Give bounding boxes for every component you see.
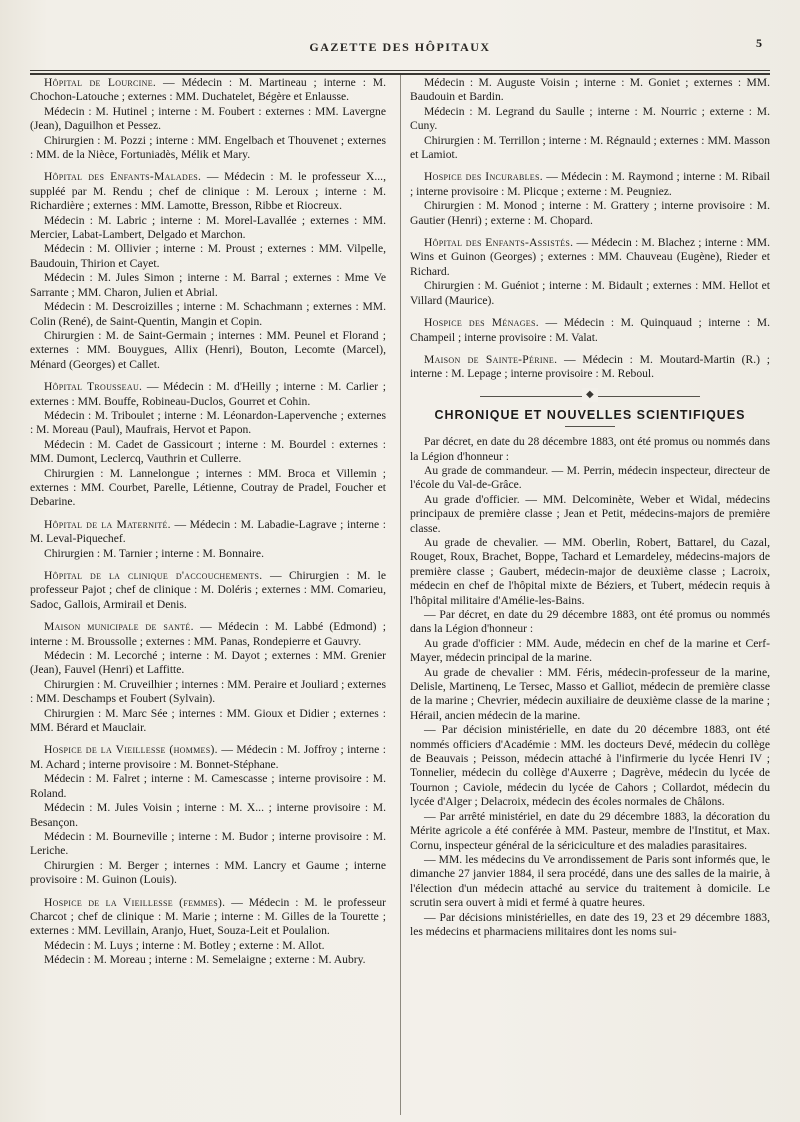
service-paragraph <box>30 134 386 163</box>
paragraph-text: Médecin : M. Hutinel ; interne : M. Foubert : externes : MM. Lavergne (Jean), Daguilhon et Pessez. <box>30 104 386 133</box>
paragraph-text: — Chirurgien : M. le professeur Pajot ; chef de clinique : M. Doléris ; externes : MM. Comarieu, Sadoc, Gallois, Armirail et Denis. <box>30 569 386 611</box>
service-paragraph <box>30 547 386 561</box>
paragraph-text: — Médecin : M. Joffroy ; interne : M. Achard ; interne provisoire : M. Bonnet-Stéphane. <box>30 743 387 771</box>
service-paragraph <box>410 236 770 279</box>
hospital-section <box>30 743 386 887</box>
service-paragraph <box>30 438 386 467</box>
service-paragraph <box>30 518 386 547</box>
section-title: Hôpital des Enfants-Assistés. <box>424 236 574 250</box>
service-paragraph <box>30 214 386 243</box>
section-title: Hospice des Ménages. <box>424 316 539 330</box>
left-column <box>30 76 386 968</box>
hospital-section <box>30 620 386 735</box>
paragraph-text: Médecin : M. Lecorché ; interne : M. Dayot ; externes : MM. Grenier (Jean), Fauvel (Henri) et Laffitte. <box>30 649 386 677</box>
paragraph-text: Médecin : M. Jules Simon ; interne : M. Barral ; externes : Mme Ve Sarrante ; MM. Charon, Julien et Abrial. <box>30 271 386 299</box>
service-paragraph <box>410 316 770 345</box>
service-paragraph <box>30 801 386 830</box>
service-paragraph <box>410 105 770 134</box>
service-paragraph <box>30 939 386 953</box>
page-header <box>20 22 780 72</box>
service-paragraph <box>30 380 386 409</box>
section-title: Hospice de la Vieillesse (hommes). <box>44 743 218 757</box>
paragraph-text: — Médecin : M. Raymond ; interne : M. Ribail ; interne provisoire : M. Plicque ; externe : M. Peugniez. <box>410 170 770 198</box>
paragraph-text: Chirurgien : M. Cruveilhier ; internes : MM. Peraire et Jouliard ; externes : MM. Deschamps et Foubert (Sylvain). <box>30 677 386 706</box>
section-title: Maison municipale de santé. <box>44 620 194 634</box>
right-column <box>410 76 770 939</box>
chronique-paragraph: — Par décret, en date du 29 décembre 1883, ont été promus ou nommés dans la Légion d'honneur : <box>410 608 770 636</box>
section-title: Hospice des Incurables. <box>424 170 543 184</box>
page-number: 5 <box>756 36 762 50</box>
service-paragraph <box>30 953 386 967</box>
chronique-paragraph: Au grade de chevalier. — MM. Oberlin, Robert, Battarel, du Cazal, Rouget, Roux, Brachet, Boppe, Tachard et Lemardeley, médecins-majors de première classe ; Gaubert, médecin-major de deuxième classe ; Lacroix, médecin en chef de l'hôpital mixte de Béziers, et Tubert, médecin requis à l'hôpital militaire d'Amélie-les-Bains. <box>410 535 770 607</box>
hospital-section <box>410 170 770 228</box>
paragraph-text: Médecin : M. Cadet de Gassicourt ; interne : M. Bourdel : externes : MM. Dumont, Leclercq, Vauthrin et Cullerre. <box>30 437 386 466</box>
paragraph-text: Chirurgien : M. Monod ; interne : M. Grattery ; interne provisoire : M. Gautier (Henri) ; externe : M. Chopard. <box>410 199 770 227</box>
page-title: GAZETTE DES HÔPITAUX <box>309 40 491 54</box>
paragraph-text: Médecin : M. Auguste Voisin ; interne : M. Goniet ; externes : MM. Baudouin et Bardin. <box>410 76 770 104</box>
paragraph-text: Médecin : M. Moreau ; interne : M. Semelaigne ; externe : M. Aubry. <box>44 953 366 967</box>
service-paragraph <box>30 242 386 271</box>
chronique-heading: CHRONIQUE ET NOUVELLES SCIENTIFIQUES <box>434 407 746 422</box>
paragraph-text: Médecin : M. Jules Voisin ; interne : M. X... ; interne provisoire : M. Besançon. <box>30 801 386 829</box>
paragraph-text: Chirurgien : M. Lannelongue ; internes : MM. Broca et Villemin ; externes : MM. Courbet, Parelle, Létienne, Coutray de Pradel, Foucher et Debarine. <box>30 466 386 509</box>
service-paragraph <box>30 678 386 707</box>
paragraph-text: Chirurgien : M. Terrillon ; interne : M. Régnauld ; externes : MM. Masson et Lamiot. <box>410 133 770 162</box>
chronique-paragraph: — Par décision ministérielle, en date du 20 décembre 1883, ont été nommés officiers d'Académie : MM. les docteurs Devé, médecin du collège de Beauvais ; Peisson, médecin attaché à l'infirmerie du lycée Henri IV ; Tonnelier, médecin du collège d'Auxerre ; Dagrève, médecin du lycée de Tournon ; Caviole, médecin du lycée de Cahors ; Collardot, médecin du lycée d'Alger ; Delacroix, médecin des écoles normales de Châlons. <box>410 723 770 809</box>
section-title: Hôpital de la clinique d'accouchements. <box>44 569 263 582</box>
hospital-section <box>410 76 770 162</box>
chronique-paragraph: Au grade de commandeur. — M. Perrin, médecin inspecteur, directeur de l'école du Val-de-Grâce. <box>410 463 770 492</box>
hospital-section <box>410 353 770 382</box>
paragraph-text: Chirurgien : M. Guéniot ; interne : M. Bidault ; externes : MM. Hellot et Villard (Maurice). <box>410 279 770 307</box>
chronique-paragraph: — MM. les médecins du Ve arrondissement de Paris sont informés que, le dimanche 27 janvier 1884, il sera procédé, dans une des salles de la mairie, à l'élection d'un médecin attaché au service du traitement à domicile. Le scrutin sera ouvert à midi et fermé à quatre heures. <box>410 852 770 910</box>
paragraph-text: — Médecin : M. Moutard-Martin (R.) ; interne : M. Lepage ; interne provisoire : M. Reboul. <box>410 352 770 381</box>
service-paragraph <box>30 300 386 329</box>
hospital-section <box>30 896 386 968</box>
hospital-section <box>30 170 386 372</box>
paragraph-text: — Médecin : M. d'Heilly ; interne : M. Carlier ; externes : MM. Bouffe, Robineau-Duclos, Gourret et Cohin. <box>30 380 386 408</box>
column-divider <box>400 75 401 1115</box>
service-paragraph <box>30 707 386 736</box>
service-paragraph <box>30 772 386 801</box>
paragraph-text: — Médecin : M. le professeur X..., suppléé par M. Rendu ; chef de clinique : M. Leroux ; interne : M. Richardière ; externes : MM. Lamotte, Bresson, Ribbe et Riocreux. <box>30 170 386 213</box>
section-title: Maison de Sainte-Périne. <box>424 352 558 366</box>
service-paragraph <box>410 76 770 105</box>
paragraph-text: — Médecin : M. Labbé (Edmond) ; interne : M. Broussolle ; externes : MM. Panas, Rondepierre et Gauvry. <box>30 620 386 648</box>
paragraph-text: — Médecin : M. Quinquaud ; interne : M. Champeil ; interne provisoire : M. Valat. <box>410 316 771 344</box>
service-paragraph <box>30 170 386 213</box>
hospital-section <box>30 518 386 561</box>
service-paragraph <box>30 743 386 772</box>
paragraph-text: Médecin : M. Falret ; interne : M. Camescasse ; interne provisoire : M. Roland. <box>30 772 386 800</box>
hospital-section <box>30 76 386 162</box>
paragraph-text: Chirurgien : M. Tarnier ; interne : M. Bonnaire. <box>44 546 264 560</box>
service-paragraph <box>30 271 386 300</box>
hospital-section <box>30 569 386 612</box>
section-title: Hospice de la Vieillesse (femmes). <box>44 895 226 909</box>
paragraph-text: — Médecin : M. Labadie-Lagrave ; interne : M. Leval-Piquechef. <box>30 517 386 546</box>
chronique-paragraph: Par décret, en date du 28 décembre 1883, ont été promus ou nommés dans la Légion d'honneur : <box>410 435 770 463</box>
paragraph-text: Médecin : M. Descroizilles ; interne : M. Schachmann ; externes : MM. Colin (René), de Saint-Quentin, Mangin et Copin. <box>30 300 386 328</box>
hospital-section <box>410 316 770 345</box>
paragraph-text: Chirurgien : M. Pozzi ; interne : MM. Engelbach et Thouvenet ; externes : MM. de la Nièce, Fortuniadès, Mélik et Mary. <box>30 133 386 162</box>
service-paragraph <box>410 279 770 308</box>
section-title: Hôpital Trousseau. <box>44 380 143 394</box>
service-paragraph <box>30 569 386 612</box>
service-paragraph <box>30 409 386 438</box>
paragraph-text: Chirurgien : M. Marc Sée ; internes : MM. Gioux et Didier ; externes : MM. Bérard et Mauclair. <box>30 706 386 735</box>
service-paragraph <box>30 859 386 888</box>
chronique-paragraph: Au grade de chevalier : MM. Féris, médecin-professeur de la marine, Delisle, Martinenq, Le Tersec, Masso et Galliot, médecin de première classe de la marine ; Chevrier, médecin auxiliaire de deuxième classe de la marine ; Hérail, ancien médecin de la marine. <box>410 665 770 722</box>
paragraph-text: Chirurgien : M. de Saint-Germain ; internes : MM. Peunel et Florand ; externes : MM. Bouygues, Allix (Henri), Bouton, Lecomte (Marcel), Ménard (Georges) et Callet. <box>30 328 386 371</box>
paragraph-text: Médecin : M. Triboulet ; interne : M. Léonardon-Lapervenche ; externes : M. Moreau (Paul), Maufrais, Hervot et Papon. <box>30 408 386 437</box>
service-paragraph <box>410 170 770 199</box>
service-paragraph <box>30 105 386 134</box>
paragraph-text: — Médecin : M. Blachez ; interne : MM. Wins et Guinon (Georges) ; externes : MM. Chauveau (Eugène), Rieder et Richard. <box>410 236 770 278</box>
paragraph-text: Médecin : M. Labric ; interne : M. Morel-Lavallée ; externes : MM. Mercier, Labat-Lambert, Delgado et Marchon. <box>30 213 386 242</box>
chronique-paragraph: Au grade d'officier. — MM. Delcominète, Weber et Widal, médecins principaux de première classe ; Jean et Petit, médecins-majors de première classe. <box>410 492 770 535</box>
service-paragraph <box>30 830 386 859</box>
paragraph-text: Médecin : M. Bourneville ; interne : M. Budor ; interne provisoire : M. Leriche. <box>30 829 386 858</box>
service-paragraph <box>410 353 770 382</box>
section-title: Hôpital de la Maternité. <box>44 517 171 531</box>
heading-underline <box>565 426 615 427</box>
header-rule <box>30 70 770 71</box>
service-paragraph <box>30 649 386 678</box>
section-title: Hôpital des Enfants-Malades. <box>44 170 202 184</box>
service-paragraph <box>30 467 386 510</box>
paragraph-text: Médecin : M. Ollivier ; interne : M. Proust ; externes : MM. Vilpelle, Baudouin, Thirion et Cayet. <box>30 242 386 270</box>
hospital-section <box>30 380 386 510</box>
paragraph-text: Chirurgien : M. Berger ; internes : MM. Lancry et Gaume ; interne provisoire : M. Guinon (Louis). <box>30 858 386 887</box>
service-paragraph <box>30 620 386 649</box>
paragraph-text: Médecin : M. Legrand du Saulle ; interne : M. Nourric ; externe : M. Cuny. <box>410 104 770 133</box>
hospital-section <box>410 236 770 308</box>
section-title: Hôpital de Lourcine. <box>44 76 157 89</box>
paragraph-text: — Médecin : M. le professeur Charcot ; chef de clinique : M. Marie ; interne : M. Gilles de la Tourette ; externes : MM. Levillain, Aranjo, Huet, Souza-Leit et Poulalion. <box>30 895 387 938</box>
service-paragraph <box>30 329 386 372</box>
service-paragraph <box>30 76 386 105</box>
service-paragraph <box>410 134 770 163</box>
section-divider-ornament <box>480 392 700 400</box>
service-paragraph <box>410 199 770 228</box>
service-paragraph <box>30 896 386 939</box>
chronique-paragraph: Au grade d'officier : MM. Aude, médecin en chef de la marine et Cerf-Mayer, médecin principal de la marine. <box>410 636 770 665</box>
chronique-paragraph: — Par décisions ministérielles, en date des 19, 23 et 29 décembre 1883, les médecins et pharmaciens militaires dont les noms sui- <box>410 910 770 938</box>
chronique-paragraph: — Par arrêté ministériel, en date du 29 décembre 1883, la décoration du Mérite agricole a été conférée à MM. Pasteur, membre de l'Institut, et Max. Cornu, inspecteur général de la sériciculture et des maladies parasitaires. <box>410 809 770 852</box>
paragraph-text: — Médecin : M. Martineau ; interne : M. Chochon-Latouche ; externes : MM. Duchatelet, Bégère et Enlausse. <box>30 76 386 104</box>
paragraph-text: Médecin : M. Luys ; interne : M. Botley ; externe : M. Allot. <box>44 938 325 952</box>
